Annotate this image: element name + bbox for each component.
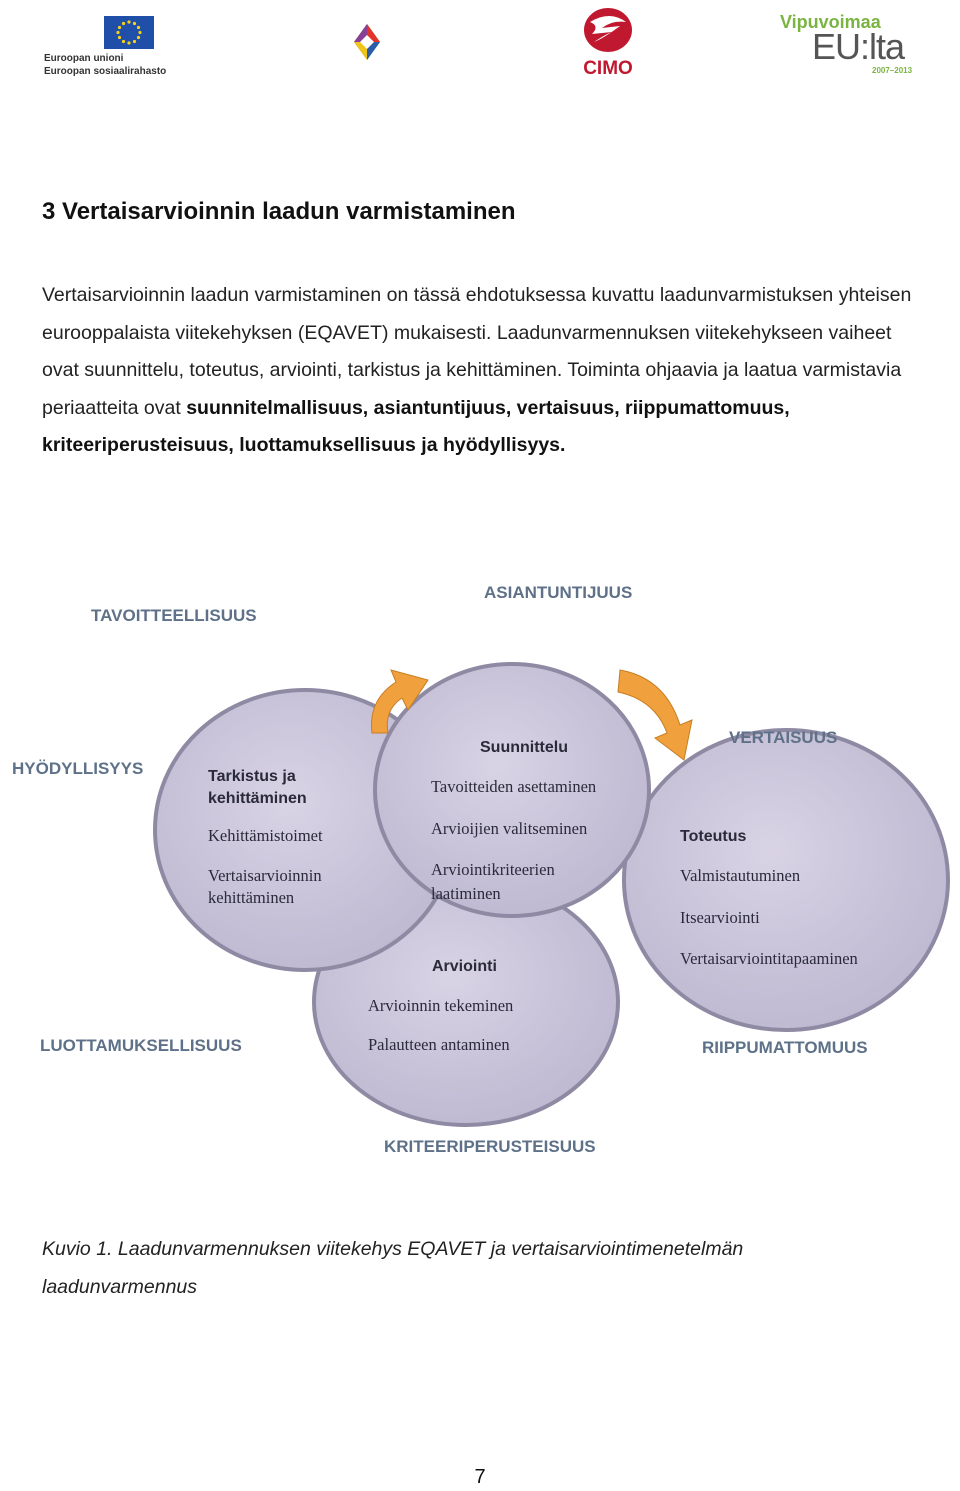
eu-flag-icon xyxy=(104,16,154,49)
caption-line2: laadunvarmennus xyxy=(42,1276,198,1298)
toteutus-item-1: Valmistautuminen xyxy=(680,866,801,885)
suunnittelu-item-3-l1: Arviointikriteerien xyxy=(431,860,555,879)
page-number: 7 xyxy=(474,1466,486,1488)
figure-caption xyxy=(42,1230,922,1306)
section-title: 3 Vertaisarvioinnin laadun varmistaminen xyxy=(42,198,516,225)
arviointi-item-1: Arvioinnin tekeminen xyxy=(368,996,514,1015)
principle-asiantuntijuus: ASIANTUNTIJUUS xyxy=(484,583,633,602)
cimo-label: CIMO xyxy=(583,58,633,78)
intro-bold-principles: suunnitelmallisuus, asiantuntijuus, vertaisuus, riippumattomuus, kriteeriperusteisuus, luottamuksellisuus ja hyödyllisyys. xyxy=(42,396,790,456)
eu-line2: Euroopan sosiaalirahasto xyxy=(44,66,167,77)
opetushallitus-logo xyxy=(322,2,412,84)
phase-title-suunnittelu: Suunnittelu xyxy=(480,739,568,756)
phase-title-arviointi: Arviointi xyxy=(432,958,497,975)
principle-riippumattomuus: RIIPPUMATTOMUUS xyxy=(702,1038,868,1057)
caption-line1: Kuvio 1. Laadunvarmennuksen viitekehys EQAVET ja vertaisarviointimenetelmän xyxy=(42,1238,744,1260)
vipuvoimaa-title: Vipuvoimaa xyxy=(780,12,881,32)
eu-line1: Euroopan unioni xyxy=(44,53,124,64)
phase-title-tarkistus-l1: Tarkistus ja xyxy=(208,768,296,785)
principle-kriteeriperusteisuus: KRITEERIPERUSTEISUUS xyxy=(384,1137,596,1156)
tarkistus-item-2-l2: kehittäminen xyxy=(208,888,295,907)
principle-luottamuksellisuus: LUOTTAMUKSELLISUUS xyxy=(40,1036,242,1055)
phase-title-tarkistus-l2: kehittäminen xyxy=(208,790,307,807)
suunnittelu-item-2: Arvioijien valitseminen xyxy=(431,819,588,838)
toteutus-item-3: Vertaisarviointitapaaminen xyxy=(680,949,858,968)
principle-vertaisuus: VERTAISUUS xyxy=(729,728,838,747)
eu-logo-text xyxy=(44,52,166,78)
phase-title-toteutus: Toteutus xyxy=(680,828,747,845)
principle-hyodyllisyys: HYÖDYLLISYYS xyxy=(12,759,144,778)
intro-plain-text: Vertaisarvioinnin laadun varmistaminen on tässä ehdotuksessa kuvattu laadunvarmistuksen yhteisen eurooppalaista viitekehyksen (EQAVET) mukaisesti. Laadunvarmennuksen viitekehykseen vaiheet ovat suunnittelu, toteutus, arviointi, tarkistus ja kehittäminen. Toiminta ohjaavia ja laatua varmistavia periaatteita ovat xyxy=(42,284,912,419)
suunnittelu-item-3-l2: laatiminen xyxy=(431,884,501,903)
eqavet-cycle-diagram xyxy=(0,560,960,1180)
tarkistus-item-1: Kehittämistoimet xyxy=(208,826,323,845)
suunnittelu-item-1: Tavoitteiden asettaminen xyxy=(431,777,597,796)
vip-years: 2007–2013 xyxy=(872,66,913,75)
eulta-text: EU:lta xyxy=(812,26,905,67)
tarkistus-item-2-l1: Vertaisarvioinnin xyxy=(208,866,322,885)
toteutus-item-2: Itsearviointi xyxy=(680,908,760,927)
intro-paragraph xyxy=(42,277,922,465)
principle-tavoitteellisuus: TAVOITTEELLISUUS xyxy=(91,606,257,625)
header-logos xyxy=(0,0,960,90)
cimo-logo xyxy=(576,4,640,78)
arviointi-item-2: Palautteen antaminen xyxy=(368,1035,510,1054)
diagram-svg xyxy=(0,560,960,1180)
